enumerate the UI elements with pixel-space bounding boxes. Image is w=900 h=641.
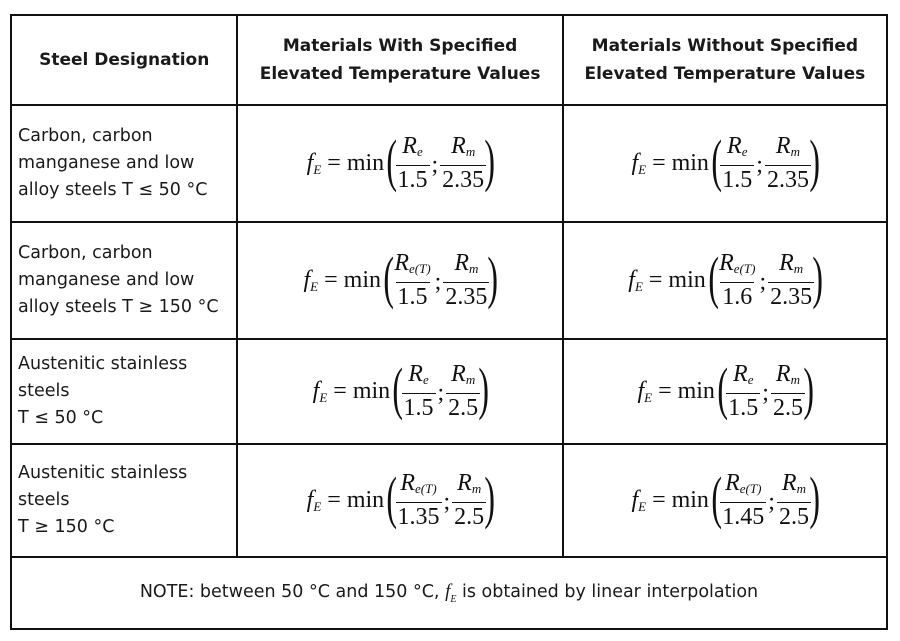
table-row [11, 222, 887, 339]
fraction: $\frac{R_m}{2.35}$ [442, 133, 485, 193]
formula-with-specified: $f_E$ = min ( $\frac{R_{e(T)}}{1.5}$ ; $\frac{R_m}{2.35}$ ) [303, 244, 499, 310]
allowable-stress-table [10, 14, 888, 630]
fraction: $\frac{R_m}{2.35}$ [445, 250, 488, 310]
fraction: $\frac{R_e}{1.5}$ [403, 361, 434, 421]
fraction: $\frac{R_e}{1.5}$ [397, 133, 428, 193]
fraction: $\frac{R_e}{1.5}$ [728, 361, 759, 421]
fraction: $\frac{R_{e(T)}}{1.35}$ [397, 470, 440, 530]
table-row [11, 444, 887, 557]
header-steel-designation: Steel Designation [11, 15, 237, 105]
fraction: $\frac{R_m}{2.5}$ [448, 361, 479, 421]
formula-without-specified: $f_E$ = min ( $\frac{R_e}{1.5}$ ; $\frac{R_m}{2.35}$ ) [631, 127, 820, 193]
table-row [11, 339, 887, 444]
formula-with-specified: $f_E$ = min ( $\frac{R_e}{1.5}$ ; $\frac{R_m}{2.35}$ ) [306, 127, 496, 193]
fraction: $\frac{R_m}{2.5}$ [772, 361, 803, 421]
note-text-post: is obtained by linear interpolation [456, 582, 759, 603]
note-symbol: $f_E$ [445, 581, 457, 605]
note [11, 557, 887, 629]
header-with-specified: Materials With Specified Elevated Temperature Values [237, 15, 562, 105]
fraction: $\frac{R_m}{2.5}$ [778, 470, 809, 530]
formula-without-specified: $f_E$ = min ( $\frac{R_e}{1.5}$ ; $\frac{R_m}{2.5}$ ) [637, 355, 814, 421]
header-row [11, 15, 887, 105]
note-row [11, 557, 887, 629]
fraction: $\frac{R_m}{2.35}$ [770, 250, 813, 310]
steel-designation: Carbon, carbon manganese and low alloy steels T ≥ 150 °C [11, 222, 237, 339]
table-row [11, 105, 887, 222]
fraction: $\frac{R_m}{2.35}$ [766, 133, 809, 193]
formula-without-specified: $f_E$ = min ( $\frac{R_{e(T)}}{1.45}$ ; $\frac{R_m}{2.5}$ ) [631, 464, 820, 530]
steel-designation: Carbon, carbon manganese and low alloy steels T ≤ 50 °C [11, 105, 237, 222]
steel-designation: Austenitic stainless steels T ≤ 50 °C [11, 339, 237, 444]
fraction: $\frac{R_{e(T)}}{1.6}$ [719, 250, 756, 310]
fraction: $\frac{R_m}{2.5}$ [454, 470, 485, 530]
fraction: $\frac{R_e}{1.5}$ [722, 133, 753, 193]
formula-with-specified: $f_E$ = min ( $\frac{R_e}{1.5}$ ; $\frac{R_m}{2.5}$ ) [312, 355, 490, 421]
steel-designation: Austenitic stainless steels T ≥ 150 °C [11, 444, 237, 557]
header-without-specified: Materials Without Specified Elevated Temperature Values [563, 15, 887, 105]
fraction: $\frac{R_{e(T)}}{1.45}$ [722, 470, 765, 530]
fraction: $\frac{R_{e(T)}}{1.5}$ [394, 250, 431, 310]
formula-with-specified: $f_E$ = min ( $\frac{R_{e(T)}}{1.35}$ ; $\frac{R_m}{2.5}$ ) [306, 464, 496, 530]
note-text-pre: NOTE: between 50 °C and 150 °C, [139, 582, 446, 603]
formula-without-specified: $f_E$ = min ( $\frac{R_{e(T)}}{1.6}$ ; $\frac{R_m}{2.35}$ ) [628, 244, 824, 310]
